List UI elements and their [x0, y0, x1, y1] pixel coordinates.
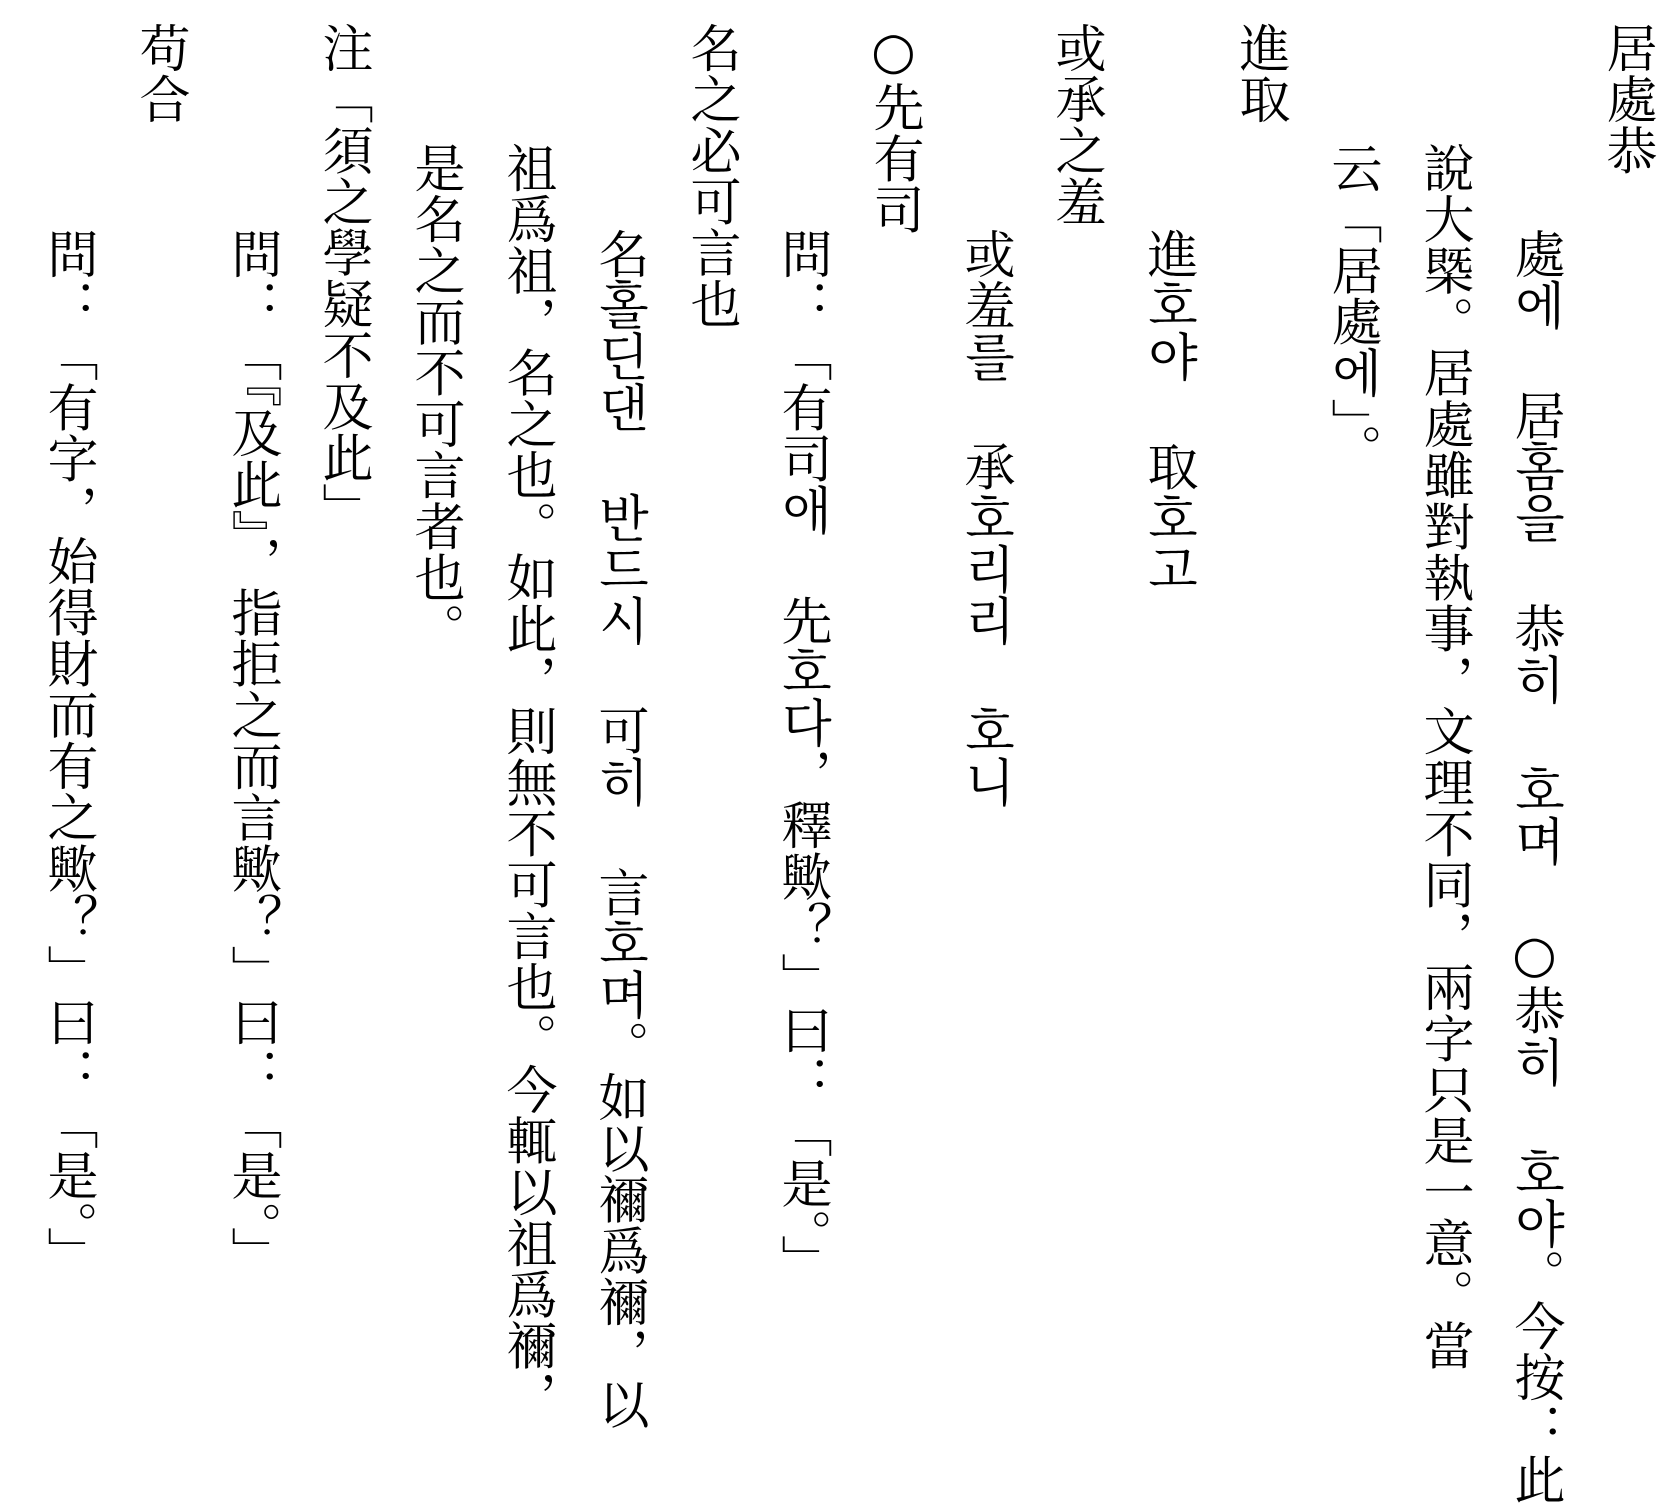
heading-gu-hap: 苟合 [130, 22, 189, 125]
heading-hok-seung-ji-su: 或承之羞 [1046, 22, 1105, 227]
commentary-line: 祖爲祖，名之也。如此，則無不可言也。今輒以祖爲禰， [497, 142, 556, 1422]
commentary-line: 是名之而不可言者也。 [405, 142, 464, 654]
heading-myeong-ji: 名之必可言也 [681, 22, 740, 330]
question-line: 問：「『及此』，指拒之而言歟？」曰：「是。」 [222, 228, 281, 1278]
question-line: 問：「有司애 先호다，釋歟？」曰：「是。」 [772, 228, 831, 1286]
commentary-line: 說大槩。居處雖對執事，文理不同，兩字只是一意。當 [1414, 142, 1473, 1371]
gloss-line: 名홀딘댄 반드시 可히 言호며。如以禰爲禰，以 [589, 228, 648, 1430]
heading-ju-chu-gong: 居處恭 [1597, 22, 1656, 176]
heading-jin-chwi: 進取 [1230, 22, 1289, 125]
heading-note: 注「須之學疑不及此」 [313, 22, 372, 534]
question-line: 問：「有字，始得財而有之歟？」曰：「是。」 [38, 228, 97, 1278]
gloss-line: 或羞를 承호리리 호니 [955, 228, 1014, 808]
heading-seon-yu-sa: ○先有司 [864, 22, 923, 235]
gloss-line: 進호야 取호고 [1138, 228, 1197, 595]
commentary-line: 云「居處에」。 [1322, 142, 1381, 475]
gloss-line: 處에 居홈을 恭히 호며 ○恭히 호야。今按：此 [1505, 228, 1564, 1505]
